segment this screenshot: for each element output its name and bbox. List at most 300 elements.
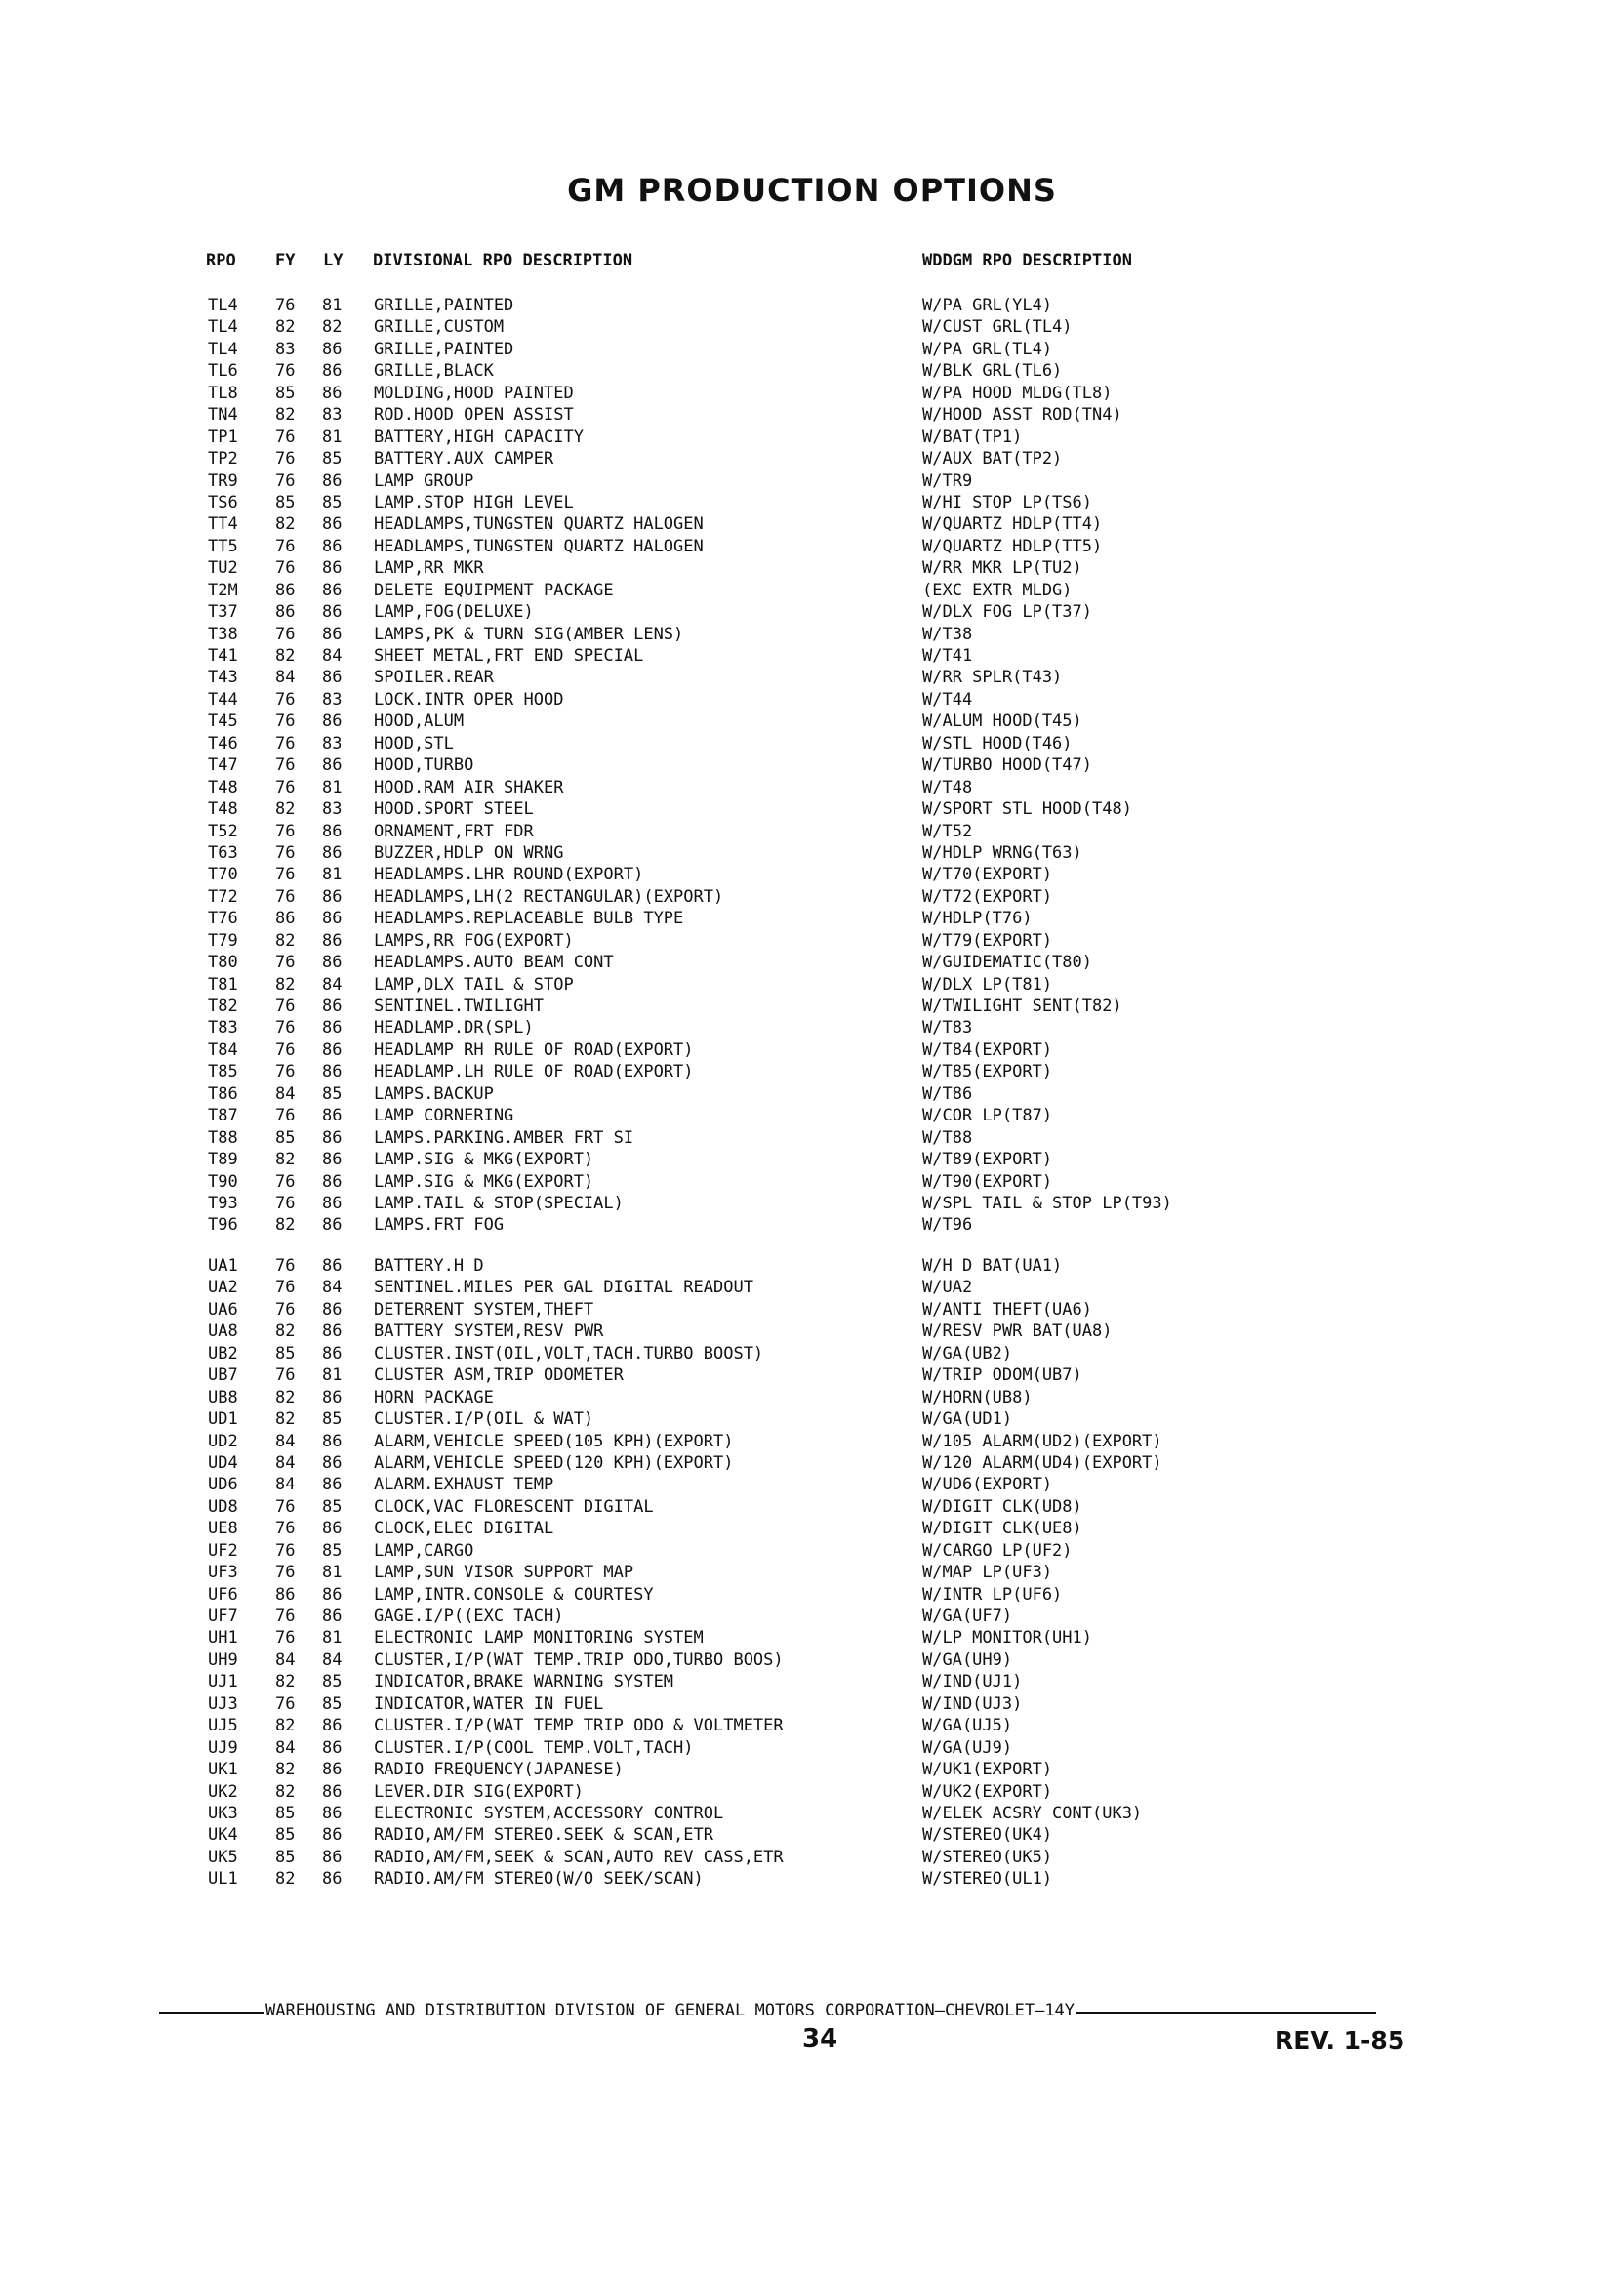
last-year: 82 xyxy=(322,317,343,338)
divisional-description: ORNAMENT,FRT FDR xyxy=(374,821,534,841)
first-year: 82 xyxy=(275,1215,296,1236)
wddgm-description: W/UD6(EXPORT) xyxy=(922,1475,1053,1495)
first-year: 85 xyxy=(275,1803,296,1823)
first-year: 86 xyxy=(275,1584,296,1605)
wddgm-description: W/SPL TAIL & STOP LP(T93) xyxy=(922,1193,1172,1213)
table-row xyxy=(0,1847,1624,1868)
table-row xyxy=(0,1364,1624,1386)
options-group-t xyxy=(0,295,1624,1237)
first-year: 85 xyxy=(275,383,296,403)
first-year: 76 xyxy=(275,624,296,644)
last-year: 83 xyxy=(322,799,343,820)
table-row xyxy=(0,1627,1624,1649)
last-year: 86 xyxy=(322,909,343,929)
last-year: 86 xyxy=(322,1847,343,1867)
wddgm-description: W/HDLP WRNG(T63) xyxy=(922,842,1082,863)
first-year: 76 xyxy=(275,689,296,710)
rpo-code: TL4 xyxy=(208,339,238,359)
rpo-code: T63 xyxy=(208,842,238,863)
header-rpo: RPO xyxy=(206,251,236,270)
divisional-description: LAMP.STOP HIGH LEVEL xyxy=(374,492,574,512)
wddgm-description: W/RR SPLR(T43) xyxy=(922,668,1063,688)
wddgm-description: W/IND(UJ3) xyxy=(922,1693,1023,1714)
first-year: 76 xyxy=(275,886,296,907)
first-year: 76 xyxy=(275,1299,296,1320)
table-row xyxy=(0,645,1624,667)
rpo-code: T43 xyxy=(208,668,238,688)
first-year: 76 xyxy=(275,1563,296,1583)
first-year: 76 xyxy=(275,470,296,491)
first-year: 76 xyxy=(275,1193,296,1213)
wddgm-description: W/T96 xyxy=(922,1215,973,1236)
wddgm-description: W/PA HOOD MLDG(TL8) xyxy=(922,383,1113,403)
rpo-code: UD6 xyxy=(208,1475,238,1495)
divisional-description: LAMP.SIG & MKG(EXPORT) xyxy=(374,1150,594,1170)
first-year: 86 xyxy=(275,580,296,600)
last-year: 84 xyxy=(322,1649,343,1670)
divisional-description: CLOCK,ELEC DIGITAL xyxy=(374,1519,554,1539)
last-year: 86 xyxy=(322,1737,343,1758)
first-year: 76 xyxy=(275,821,296,841)
table-row xyxy=(0,1214,1624,1236)
rpo-code: T84 xyxy=(208,1039,238,1060)
wddgm-description: W/GA(UJ9) xyxy=(922,1737,1013,1758)
wddgm-description: W/T79(EXPORT) xyxy=(922,930,1053,951)
divisional-description: LAMP,SUN VISOR SUPPORT MAP xyxy=(374,1563,634,1583)
last-year: 86 xyxy=(322,1781,343,1802)
last-year: 86 xyxy=(322,1452,343,1473)
divisional-description: HEADLAMPS.REPLACEABLE BULB TYPE xyxy=(374,909,684,929)
divisional-description: BATTERY SYSTEM,RESV PWR xyxy=(374,1322,604,1342)
divisional-description: LOCK.INTR OPER HOOD xyxy=(374,689,564,710)
rpo-code: T48 xyxy=(208,799,238,820)
first-year: 82 xyxy=(275,799,296,820)
rpo-code: TL8 xyxy=(208,383,238,403)
divisional-description: LEVER.DIR SIG(EXPORT) xyxy=(374,1781,584,1802)
table-row xyxy=(0,1083,1624,1105)
last-year: 81 xyxy=(322,1628,343,1649)
rpo-code: T87 xyxy=(208,1106,238,1126)
wddgm-description: W/DLX FOG LP(T37) xyxy=(922,602,1092,623)
wddgm-description: W/T86 xyxy=(922,1083,973,1104)
first-year: 76 xyxy=(275,296,296,315)
rpo-code: UB2 xyxy=(208,1343,238,1364)
rpo-code: TS6 xyxy=(208,492,238,512)
wddgm-description: W/LP MONITOR(UH1) xyxy=(922,1628,1092,1649)
first-year: 84 xyxy=(275,668,296,688)
first-year: 86 xyxy=(275,909,296,929)
last-year: 81 xyxy=(322,1563,343,1583)
divisional-description: LAMP.SIG & MKG(EXPORT) xyxy=(374,1171,594,1192)
wddgm-description: W/T90(EXPORT) xyxy=(922,1171,1053,1192)
first-year: 76 xyxy=(275,1256,296,1276)
wddgm-description: W/T44 xyxy=(922,689,973,710)
first-year: 82 xyxy=(275,930,296,951)
wddgm-description: W/GA(UJ5) xyxy=(922,1716,1013,1736)
divisional-description: LAMPS.PARKING.AMBER FRT SI xyxy=(374,1127,634,1148)
table-row xyxy=(0,886,1624,908)
wddgm-description: W/PA GRL(TL4) xyxy=(922,339,1053,359)
first-year: 76 xyxy=(275,1365,296,1386)
divisional-description: CLOCK,VAC FLORESCENT DIGITAL xyxy=(374,1496,654,1517)
rpo-code: UA6 xyxy=(208,1299,238,1320)
divisional-description: LAMP,RR MKR xyxy=(374,558,484,579)
last-year: 86 xyxy=(322,1431,343,1451)
table-row xyxy=(0,733,1624,754)
last-year: 81 xyxy=(322,427,343,447)
divisional-description: LAMPS.BACKUP xyxy=(374,1083,494,1104)
wddgm-description: W/T38 xyxy=(922,624,973,644)
wddgm-description: W/HDLP(T76) xyxy=(922,909,1033,929)
first-year: 82 xyxy=(275,1409,296,1430)
divisional-description: HEADLAMPS.LHR ROUND(EXPORT) xyxy=(374,865,644,885)
wddgm-description: W/GUIDEMATIC(T80) xyxy=(922,953,1092,973)
last-year: 86 xyxy=(322,755,343,776)
divisional-description: LAMP,CARGO xyxy=(374,1540,474,1561)
first-year: 82 xyxy=(275,1387,296,1407)
divisional-description: GRILLE,BLACK xyxy=(374,361,494,382)
divisional-description: HEADLAMPS,LH(2 RECTANGULAR)(EXPORT) xyxy=(374,886,724,907)
first-year: 76 xyxy=(275,712,296,732)
last-year: 86 xyxy=(322,1716,343,1736)
last-year: 86 xyxy=(322,668,343,688)
rpo-code: UD2 xyxy=(208,1431,238,1451)
wddgm-description: W/TURBO HOOD(T47) xyxy=(922,755,1092,776)
first-year: 84 xyxy=(275,1737,296,1758)
table-row xyxy=(0,1387,1624,1408)
table-row xyxy=(0,557,1624,579)
wddgm-description: W/ANTI THEFT(UA6) xyxy=(922,1299,1092,1320)
divisional-description: BATTERY.H D xyxy=(374,1256,484,1276)
page-number: 34 xyxy=(802,2024,838,2054)
rpo-code: T52 xyxy=(208,821,238,841)
first-year: 82 xyxy=(275,1672,296,1692)
divisional-description: INDICATOR,WATER IN FUEL xyxy=(374,1693,604,1714)
rpo-code: T96 xyxy=(208,1215,238,1236)
first-year: 76 xyxy=(275,777,296,797)
divisional-description: RADIO,AM/FM STEREO.SEEK & SCAN,ETR xyxy=(374,1825,713,1846)
first-year: 76 xyxy=(275,558,296,579)
first-year: 76 xyxy=(275,1278,296,1298)
rpo-code: UD8 xyxy=(208,1496,238,1517)
divisional-description: HOOD.SPORT STEEL xyxy=(374,799,534,820)
table-row xyxy=(0,1039,1624,1061)
first-year: 85 xyxy=(275,1343,296,1364)
rpo-code: UL1 xyxy=(208,1869,238,1890)
last-year: 86 xyxy=(322,1825,343,1846)
rpo-code: UA2 xyxy=(208,1278,238,1298)
wddgm-description: W/AUX BAT(TP2) xyxy=(922,449,1063,469)
rpo-code: TT4 xyxy=(208,514,238,535)
wddgm-description: W/T88 xyxy=(922,1127,973,1148)
last-year: 85 xyxy=(322,492,343,512)
rpo-code: UF7 xyxy=(208,1607,238,1626)
table-row xyxy=(0,711,1624,732)
divisional-description: HEADLAMP RH RULE OF ROAD(EXPORT) xyxy=(374,1039,694,1060)
table-row xyxy=(0,1868,1624,1890)
wddgm-description: W/T70(EXPORT) xyxy=(922,865,1053,885)
table-row xyxy=(0,404,1624,426)
wddgm-description: W/STEREO(UL1) xyxy=(922,1869,1053,1890)
wddgm-description: W/HORN(UB8) xyxy=(922,1387,1033,1407)
last-year: 86 xyxy=(322,624,343,644)
divisional-description: LAMP.TAIL & STOP(SPECIAL) xyxy=(374,1193,624,1213)
wddgm-description: W/IND(UJ1) xyxy=(922,1672,1023,1692)
table-row xyxy=(0,580,1624,601)
rpo-code: T70 xyxy=(208,865,238,885)
table-row xyxy=(0,1321,1624,1342)
divisional-description: LAMP CORNERING xyxy=(374,1106,514,1126)
divisional-description: HOOD.RAM AIR SHAKER xyxy=(374,777,564,797)
rpo-code: T93 xyxy=(208,1193,238,1213)
table-row xyxy=(0,1759,1624,1780)
divisional-description: SHEET METAL,FRT END SPECIAL xyxy=(374,646,644,666)
page-title: GM PRODUCTION OPTIONS xyxy=(567,172,1057,209)
rpo-code: TL4 xyxy=(208,317,238,338)
first-year: 82 xyxy=(275,405,296,426)
table-row xyxy=(0,1299,1624,1321)
last-year: 85 xyxy=(322,1083,343,1104)
first-year: 84 xyxy=(275,1475,296,1495)
last-year: 85 xyxy=(322,1693,343,1714)
divisional-description: DETERRENT SYSTEM,THEFT xyxy=(374,1299,594,1320)
last-year: 86 xyxy=(322,1193,343,1213)
rpo-code: UA1 xyxy=(208,1256,238,1276)
divisional-description: LAMPS,PK & TURN SIG(AMBER LENS) xyxy=(374,624,684,644)
divisional-description: LAMP,INTR.CONSOLE & COURTESY xyxy=(374,1584,654,1605)
wddgm-description: W/CARGO LP(UF2) xyxy=(922,1540,1073,1561)
rpo-code: UK1 xyxy=(208,1760,238,1780)
first-year: 84 xyxy=(275,1431,296,1451)
first-year: 76 xyxy=(275,865,296,885)
last-year: 86 xyxy=(322,1322,343,1342)
wddgm-description: W/HI STOP LP(TS6) xyxy=(922,492,1092,512)
last-year: 83 xyxy=(322,689,343,710)
first-year: 82 xyxy=(275,1869,296,1890)
divisional-description: CLUSTER.I/P(WAT TEMP TRIP ODO & VOLTMETER xyxy=(374,1716,784,1736)
divisional-description: INDICATOR,BRAKE WARNING SYSTEM xyxy=(374,1672,674,1692)
rpo-code: TP2 xyxy=(208,449,238,469)
wddgm-description: W/UK1(EXPORT) xyxy=(922,1760,1053,1780)
wddgm-description: W/T84(EXPORT) xyxy=(922,1039,1053,1060)
first-year: 76 xyxy=(275,733,296,753)
table-row xyxy=(0,492,1624,513)
divisional-description: SENTINEL.TWILIGHT xyxy=(374,997,544,1016)
last-year: 86 xyxy=(322,930,343,951)
rpo-code: UA8 xyxy=(208,1322,238,1342)
rpo-code: UJ1 xyxy=(208,1672,238,1692)
wddgm-description: W/GA(UF7) xyxy=(922,1607,1013,1626)
rpo-code: TU2 xyxy=(208,558,238,579)
table-row xyxy=(0,536,1624,557)
rpo-code: T37 xyxy=(208,602,238,623)
last-year: 83 xyxy=(322,733,343,753)
wddgm-description: W/DIGIT CLK(UD8) xyxy=(922,1496,1082,1517)
last-year: 86 xyxy=(322,1475,343,1495)
divisional-description: GAGE.I/P((EXC TACH) xyxy=(374,1607,564,1626)
last-year: 86 xyxy=(322,997,343,1016)
rpo-code: T88 xyxy=(208,1127,238,1148)
first-year: 82 xyxy=(275,1781,296,1802)
table-row xyxy=(0,1061,1624,1082)
first-year: 82 xyxy=(275,1760,296,1780)
table-row xyxy=(0,864,1624,885)
wddgm-description: W/105 ALARM(UD2)(EXPORT) xyxy=(922,1431,1162,1451)
first-year: 76 xyxy=(275,1628,296,1649)
table-row xyxy=(0,1105,1624,1126)
table-row xyxy=(0,1649,1624,1671)
last-year: 86 xyxy=(322,470,343,491)
rpo-code: UH1 xyxy=(208,1628,238,1649)
rpo-code: T90 xyxy=(208,1171,238,1192)
table-row xyxy=(0,1824,1624,1846)
first-year: 76 xyxy=(275,1171,296,1192)
table-row xyxy=(0,1452,1624,1474)
table-row xyxy=(0,754,1624,776)
divisional-description: LAMP GROUP xyxy=(374,470,474,491)
wddgm-description: (EXC EXTR MLDG) xyxy=(922,580,1073,600)
rpo-code: UJ5 xyxy=(208,1716,238,1736)
wddgm-description: W/T52 xyxy=(922,821,973,841)
table-row xyxy=(0,1540,1624,1562)
wddgm-description: W/DIGIT CLK(UE8) xyxy=(922,1519,1082,1539)
table-row xyxy=(0,383,1624,404)
rpo-code: T44 xyxy=(208,689,238,710)
first-year: 76 xyxy=(275,1496,296,1517)
first-year: 76 xyxy=(275,953,296,973)
table-row xyxy=(0,295,1624,316)
table-row xyxy=(0,1584,1624,1606)
wddgm-description: W/TWILIGHT SENT(T82) xyxy=(922,997,1122,1016)
first-year: 85 xyxy=(275,492,296,512)
table-row xyxy=(0,1431,1624,1452)
wddgm-description: W/QUARTZ HDLP(TT5) xyxy=(922,536,1103,556)
divisional-description: CLUSTER ASM,TRIP ODOMETER xyxy=(374,1365,624,1386)
wddgm-description: W/UK2(EXPORT) xyxy=(922,1781,1053,1802)
last-year: 86 xyxy=(322,712,343,732)
wddgm-description: W/BLK GRL(TL6) xyxy=(922,361,1063,382)
divisional-description: RADIO.AM/FM STEREO(W/O SEEK/SCAN) xyxy=(374,1869,704,1890)
rpo-code: UB8 xyxy=(208,1387,238,1407)
table-row xyxy=(0,1343,1624,1364)
divisional-description: MOLDING,HOOD PAINTED xyxy=(374,383,574,403)
rpo-code: T82 xyxy=(208,997,238,1016)
last-year: 85 xyxy=(322,1672,343,1692)
rpo-code: UH9 xyxy=(208,1649,238,1670)
last-year: 86 xyxy=(322,1150,343,1170)
last-year: 86 xyxy=(322,1387,343,1407)
wddgm-description: W/INTR LP(UF6) xyxy=(922,1584,1063,1605)
rpo-code: TT5 xyxy=(208,536,238,556)
rpo-code: UE8 xyxy=(208,1519,238,1539)
table-row xyxy=(0,930,1624,952)
last-year: 86 xyxy=(322,580,343,600)
table-row xyxy=(0,689,1624,711)
divisional-description: LAMPS.FRT FOG xyxy=(374,1215,505,1236)
last-year: 86 xyxy=(322,821,343,841)
rpo-code: T85 xyxy=(208,1062,238,1082)
first-year: 82 xyxy=(275,646,296,666)
first-year: 76 xyxy=(275,1039,296,1060)
options-group-u xyxy=(0,1255,1624,1891)
divisional-description: ALARM,VEHICLE SPEED(105 KPH)(EXPORT) xyxy=(374,1431,734,1451)
last-year: 86 xyxy=(322,1106,343,1126)
table-row xyxy=(0,1149,1624,1170)
table-row xyxy=(0,1781,1624,1803)
rpo-code: T83 xyxy=(208,1018,238,1038)
last-year: 85 xyxy=(322,449,343,469)
first-year: 76 xyxy=(275,1607,296,1626)
divisional-description: HEADLAMPS,TUNGSTEN QUARTZ HALOGEN xyxy=(374,536,704,556)
last-year: 86 xyxy=(322,1760,343,1780)
last-year: 86 xyxy=(322,361,343,382)
rpo-code: UK3 xyxy=(208,1803,238,1823)
divisional-description: ELECTRONIC SYSTEM,ACCESSORY CONTROL xyxy=(374,1803,724,1823)
revision-label: REV. 1-85 xyxy=(1275,2026,1405,2055)
last-year: 84 xyxy=(322,646,343,666)
last-year: 83 xyxy=(322,405,343,426)
first-year: 83 xyxy=(275,339,296,359)
rpo-code: T38 xyxy=(208,624,238,644)
last-year: 85 xyxy=(322,1540,343,1561)
last-year: 86 xyxy=(322,1343,343,1364)
rpo-code: T48 xyxy=(208,777,238,797)
wddgm-description: W/STEREO(UK4) xyxy=(922,1825,1053,1846)
last-year: 81 xyxy=(322,1365,343,1386)
rpo-code: T2M xyxy=(208,580,238,600)
last-year: 86 xyxy=(322,953,343,973)
header-ly: LY xyxy=(323,251,344,270)
divisional-description: DELETE EQUIPMENT PACKAGE xyxy=(374,580,614,600)
table-row xyxy=(0,624,1624,645)
table-row xyxy=(0,1562,1624,1583)
last-year: 86 xyxy=(322,558,343,579)
divisional-description: HEADLAMPS,TUNGSTEN QUARTZ HALOGEN xyxy=(374,514,704,535)
divisional-description: BATTERY.AUX CAMPER xyxy=(374,449,554,469)
table-row xyxy=(0,996,1624,1017)
table-row xyxy=(0,1127,1624,1149)
last-year: 84 xyxy=(322,1278,343,1298)
divisional-description: ALARM.EXHAUST TEMP xyxy=(374,1475,554,1495)
table-row xyxy=(0,1017,1624,1038)
divisional-description: LAMPS,RR FOG(EXPORT) xyxy=(374,930,574,951)
first-year: 85 xyxy=(275,1825,296,1846)
last-year: 86 xyxy=(322,1062,343,1082)
table-row xyxy=(0,1408,1624,1430)
wddgm-description: W/ELEK ACSRY CONT(UK3) xyxy=(922,1803,1143,1823)
table-row xyxy=(0,1715,1624,1736)
wddgm-description: W/RR MKR LP(TU2) xyxy=(922,558,1082,579)
first-year: 76 xyxy=(275,361,296,382)
divisional-description: ELECTRONIC LAMP MONITORING SYSTEM xyxy=(374,1628,704,1649)
wddgm-description: W/UA2 xyxy=(922,1278,973,1298)
wddgm-description: W/T85(EXPORT) xyxy=(922,1062,1053,1082)
wddgm-description: W/TRIP ODOM(UB7) xyxy=(922,1365,1082,1386)
table-row xyxy=(0,1606,1624,1627)
last-year: 86 xyxy=(322,886,343,907)
rpo-code: T46 xyxy=(208,733,238,753)
rpo-code: TR9 xyxy=(208,470,238,491)
divisional-description: CLUSTER,I/P(WAT TEMP.TRIP ODO,TURBO BOOS) xyxy=(374,1649,784,1670)
rpo-code: T41 xyxy=(208,646,238,666)
wddgm-description: W/SPORT STL HOOD(T48) xyxy=(922,799,1132,820)
rpo-code: T45 xyxy=(208,712,238,732)
rpo-code: T80 xyxy=(208,953,238,973)
first-year: 76 xyxy=(275,449,296,469)
wddgm-description: W/STL HOOD(T46) xyxy=(922,733,1073,753)
table-row xyxy=(0,448,1624,469)
first-year: 76 xyxy=(275,427,296,447)
